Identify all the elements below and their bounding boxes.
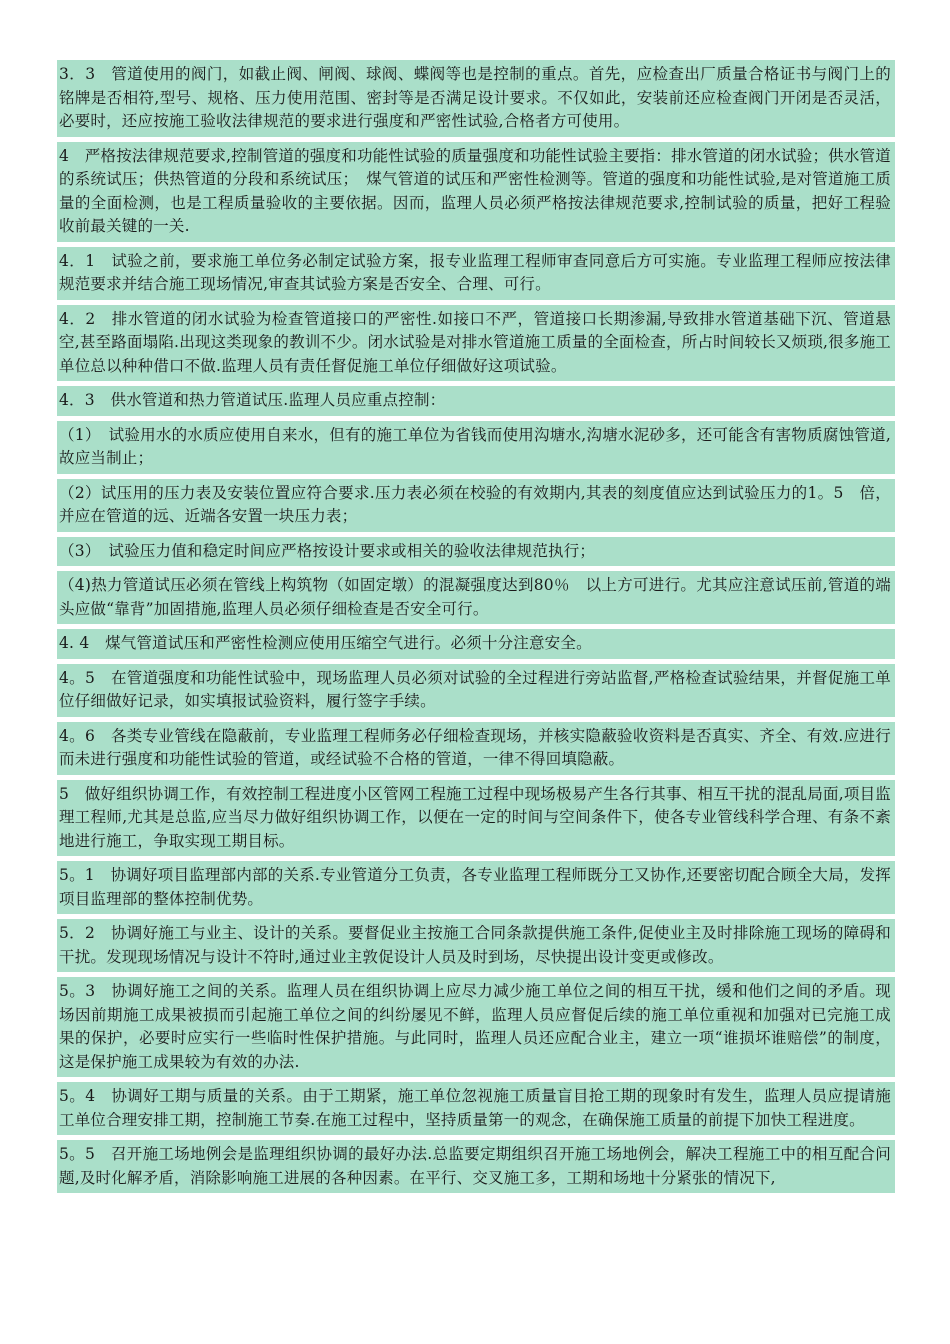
paragraph-4-3-item-2: （2）试压用的压力表及安装位置应符合要求.压力表必须在校验的有效期内,其表的刻度值应达到试验压力的1。5 倍，并应在管道的远、近端各安置一块压力表； (57, 479, 895, 532)
paragraph-5-2-owner-design: 5．2 协调好施工与业主、设计的关系。要督促业主按施工合同条款提供施工条件,促使业主及时排除施工现场的障碍和干扰。发现现场情况与设计不符时,通过业主敦促设计人员及时到场，尽快提出设计变更或修改。 (57, 919, 895, 972)
paragraph-5-1-internal: 5。1 协调好项目监理部内部的关系.专业管道分工负责，各专业监理工程师既分工又协作,还要密切配合顾全大局，发挥项目监理部的整体控制优势。 (57, 861, 895, 914)
paragraph-4-3-item-4: （4)热力管道试压必须在管线上构筑物（如固定墩）的混凝强度达到80％ 以上方可进行。尤其应注意试压前,管道的端头应做“靠背”加固措施,监理人员必须仔细检查是否安全可行。 (57, 571, 895, 624)
paragraph-4-4-gas-pipe: 4. 4 煤气管道试压和严密性检测应使用压缩空气进行。必须十分注意安全。 (57, 629, 895, 659)
paragraph-4-2-closed-water-test: 4．2 排水管道的闭水试验为检查管道接口的严密性.如接口不严，管道接口长期渗漏,导致排水管道基础下沉、管道悬空,甚至路面塌陷.出现这类现象的教训不少。闭水试验是对排水管道施工质量的全面检查，所占时间较长又烦琐,很多施工单位总以种种借口不做.监理人员有责任督促施工单位仔细做好这项试验。 (57, 305, 895, 382)
paragraph-5-3-contractors: 5。3 协调好施工之间的关系。监理人员在组织协调上应尽力减少施工单位之间的相互干扰，缓和他们之间的矛盾。现场因前期施工成果被损而引起施工单位之间的纠纷屡见不鲜，监理人员应督促后续的施工单位重视和加强对已完施工成果的保护，必要时应实行一些临时性保护措施。与此同时，监理人员还应配合业主，建立一项“谁损坏谁赔偿”的制度，这是保护施工成果较为有效的办法. (57, 977, 895, 1077)
paragraph-3-3-valves: 3．3 管道使用的阀门，如截止阀、闸阀、球阀、蝶阀等也是控制的重点。首先，应检查出厂质量合格证书与阀门上的铭牌是否相符,型号、规格、压力使用范围、密封等是否满足设计要求。不仅如此，安装前还应检查阀门开闭是否灵活，必要时，还应按施工验收法律规范的要求进行强度和严密性试验,合格者方可使用。 (57, 60, 895, 137)
paragraph-4-6-concealment: 4。6 各类专业管线在隐蔽前，专业监理工程师务必仔细检查现场，并核实隐蔽验收资料是否真实、齐全、有效.应进行而未进行强度和功能性试验的管道，或经试验不合格的管道，一律不得回填隐蔽。 (57, 722, 895, 775)
paragraph-4-1-test-plan: 4．1 试验之前，要求施工单位务必制定试验方案，报专业监理工程师审查同意后方可实施。专业监理工程师应按法律规范要求并结合施工现场情况,审查其试验方案是否安全、合理、可行。 (57, 247, 895, 300)
paragraph-4-5-supervision: 4。5 在管道强度和功能性试验中，现场监理人员必须对试验的全过程进行旁站监督,严格检查试验结果，并督促施工单位仔细做好记录，如实填报试验资料，履行签字手续。 (57, 664, 895, 717)
paragraph-5-4-schedule-quality: 5。4 协调好工期与质量的关系。由于工期紧，施工单位忽视施工质量盲目抢工期的现象时有发生，监理人员应提请施工单位合理安排工期，控制施工节奏.在施工过程中，坚持质量第一的观念，在确保施工质量的前提下加快工程进度。 (57, 1082, 895, 1135)
paragraph-4-strength-tests: 4 严格按法律规范要求,控制管道的强度和功能性试验的质量强度和功能性试验主要指：排水管道的闭水试验；供水管道的系统试压；供热管道的分段和系统试压； 煤气管道的试压和严密性检测等。管道的强度和功能性试验,是对管道施工质量的全面检测，也是工程质量验收的主要依据。因而，监理人员必须严格按法律规范要求,控制试验的质量，把好工程验收前最关键的一关. (57, 142, 895, 242)
paragraph-4-3-item-1: （1） 试验用水的水质应使用自来水，但有的施工单位为省钱而使用沟塘水,沟塘水泥砂多，还可能含有害物质腐蚀管道,故应当制止； (57, 421, 895, 474)
paragraph-4-3-item-3: （3） 试验压力值和稳定时间应严格按设计要求或相关的验收法律规范执行； (57, 537, 895, 567)
paragraph-4-3-pressure-test: 4．3 供水管道和热力管道试压.监理人员应重点控制： (57, 386, 895, 416)
document-body (57, 60, 895, 1198)
paragraph-5-5-site-meetings: 5。5 召开施工场地例会是监理组织协调的最好办法.总监要定期组织召开施工场地例会，解决工程施工中的相互配合问题,及时化解矛盾，消除影响施工进展的各种因素。在平行、交叉施工多，工期和场地十分紧张的情况下, (57, 1140, 895, 1193)
paragraph-5-coordination: 5 做好组织协调工作，有效控制工程进度小区管网工程施工过程中现场极易产生各行其事、相互干扰的混乱局面,项目监理工程师,尤其是总监,应当尽力做好组织协调工作，以便在一定的时间与空间条件下，使各专业管线科学合理、有条不紊地进行施工，争取实现工期目标。 (57, 780, 895, 857)
